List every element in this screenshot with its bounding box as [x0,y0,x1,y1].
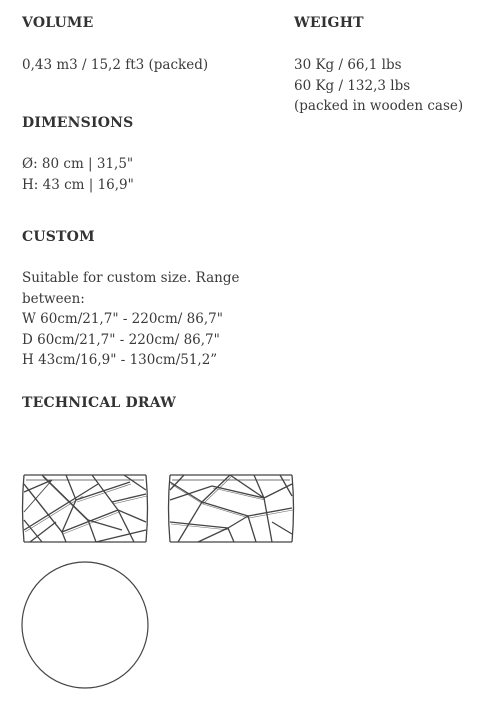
custom-line: between: [22,290,85,307]
weight-heading: WEIGHT [294,15,364,31]
dimension-line: Ø: 80 cm | 31,5" [22,156,134,172]
volume-heading: VOLUME [22,15,94,31]
weight-values [294,55,463,117]
custom-line: D 60cm/21,7" - 220cm/ 86,7" [22,331,220,348]
weight-line: 60 Kg / 132,3 lbs [294,77,411,94]
custom-values [22,268,239,371]
top-view-circle [20,560,152,692]
dimension-line: H: 43 cm | 16,9" [22,176,134,193]
custom-heading: CUSTOM [22,229,95,245]
volume-value: 0,43 m3 / 15,2 ft3 (packed) [22,57,209,73]
custom-line: H 43cm/16,9" - 130cm/51,2” [22,352,218,368]
weight-line: (packed in wooden case) [294,98,464,114]
technical-draw-heading: TECHNICAL DRAW [22,395,176,411]
side-elevation-drawing [168,472,294,546]
dimensions-values [22,154,134,195]
front-elevation-drawing [22,472,148,546]
custom-line: Suitable for custom size. Range [22,270,240,286]
dimensions-heading: DIMENSIONS [22,115,134,131]
custom-line: W 60cm/21,7" - 220cm/ 86,7" [22,311,223,327]
weight-line: 30 Kg / 66,1 lbs [294,57,402,73]
